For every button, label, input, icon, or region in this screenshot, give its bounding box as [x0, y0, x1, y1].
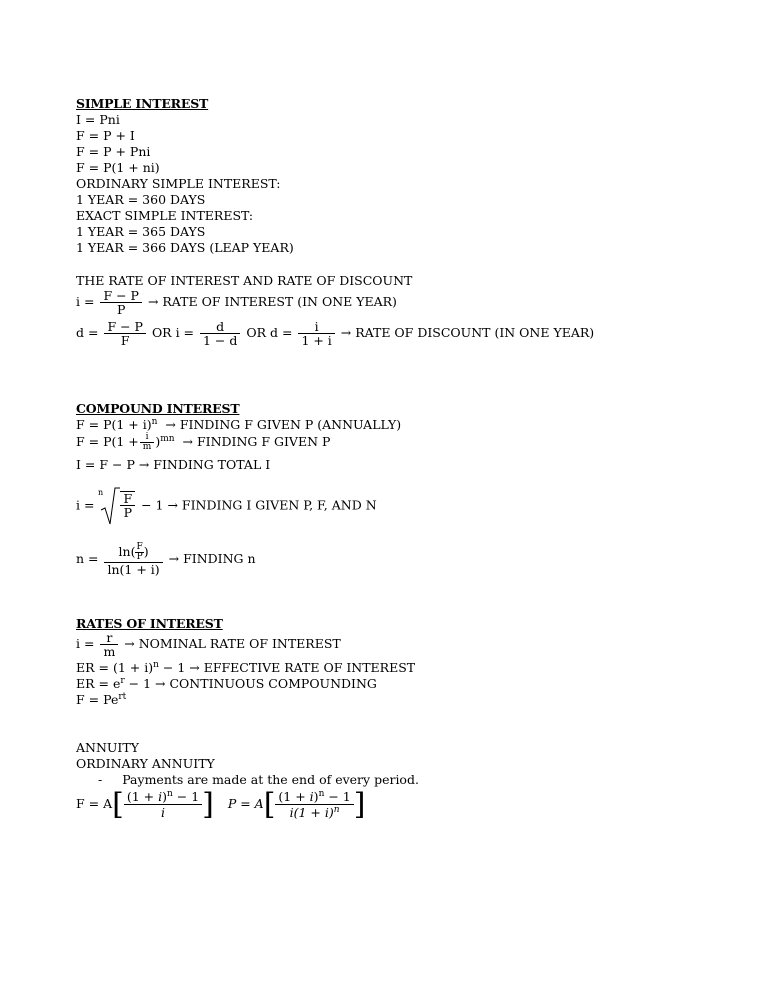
- si-line-4: F = P(1 + ni): [76, 160, 160, 175]
- annuity-p-fraction: [275, 789, 353, 820]
- ri-line-3: [76, 676, 377, 692]
- d2-fraction: [298, 320, 334, 347]
- ri-l1-desc: → NOMINAL RATE OF INTEREST: [124, 636, 341, 651]
- annuity-f-lhs: F = A: [76, 796, 113, 811]
- f-num-i: i: [158, 789, 163, 804]
- annuity-bullet: [98, 772, 419, 788]
- ci-l4-num: F: [123, 491, 133, 506]
- d-lhs: d =: [76, 325, 99, 340]
- bullet-text: Payments are made at the end of every period.: [122, 772, 419, 787]
- ci-l5-desc: → FINDING n: [168, 551, 256, 566]
- ri-l2-desc: − 1 → EFFECTIVE RATE OF INTEREST: [162, 660, 416, 675]
- ordinary-annuity-subheading: ORDINARY ANNUITY: [76, 756, 215, 771]
- i-lhs: i =: [76, 294, 95, 309]
- si-line-9: 1 YEAR = 366 DAYS (LEAP YEAR): [76, 240, 294, 255]
- or-d-text: OR d =: [246, 325, 293, 340]
- si-line-8: 1 YEAR = 365 DAYS: [76, 224, 206, 239]
- ri-l2-sup: n: [153, 659, 159, 670]
- p-den-pre: i(1 + i): [289, 805, 334, 820]
- d-numerator: F − P: [107, 319, 143, 334]
- ci-l1-sup: n: [151, 416, 158, 427]
- p-num-i: i: [309, 789, 314, 804]
- annuity-f-num: [124, 789, 202, 804]
- ri-l1-num: r: [106, 630, 113, 645]
- ri-line-1: [76, 631, 341, 658]
- ci-l2-desc: → FINDING F GIVEN P: [182, 434, 331, 449]
- ci-l1-pre: F = P(1 + i): [76, 417, 152, 432]
- p-num-tail: − 1: [324, 789, 351, 804]
- rate-discount-formula: [76, 320, 594, 347]
- ri-line-2: [76, 660, 415, 676]
- ci-l2-pre: F = P(1 +: [76, 434, 139, 449]
- rate-interest-formula: [76, 289, 397, 316]
- ri-l4-sup: rt: [118, 691, 127, 702]
- ci-l2-sup: mn: [160, 433, 175, 444]
- si-line-7: EXACT SIMPLE INTEREST:: [76, 208, 254, 223]
- ci-l5-den: ln(1 + i): [104, 562, 162, 576]
- i-denominator: P: [100, 302, 142, 316]
- ri-line-4: [76, 692, 126, 708]
- rates-of-interest-heading: RATES OF INTEREST: [76, 616, 223, 631]
- ci-line-2: [76, 433, 330, 452]
- f-over-p-num: F: [136, 542, 143, 552]
- ci-line-1: [76, 417, 401, 433]
- ri-l2-pre: ER = (1 + i): [76, 660, 154, 675]
- d-denominator: F: [104, 333, 146, 347]
- left-bracket-icon: [: [112, 786, 124, 822]
- p-den-sup: n: [333, 804, 340, 815]
- ci-l4-lhs: i =: [76, 497, 95, 513]
- ci-l4-post: − 1 → FINDING I GIVEN P, F, AND N: [141, 497, 377, 513]
- annuity-heading: ANNUITY: [76, 740, 139, 755]
- ci-l1-desc: → FINDING F GIVEN P (ANNUALLY): [165, 417, 402, 432]
- annuity-p-lhs: P = A: [227, 796, 264, 811]
- si-line-2: F = P + I: [76, 128, 135, 143]
- ci-l2-fraction: [140, 433, 155, 452]
- ci-l5-num: [104, 543, 162, 562]
- annuity-formulas: [76, 786, 366, 822]
- root-index: n: [98, 488, 104, 497]
- ci-l5-lhs: n =: [76, 551, 99, 566]
- ci-l5-fraction: [104, 543, 162, 576]
- ri-l1-den: m: [100, 644, 118, 658]
- f-num-tail: − 1: [172, 789, 200, 804]
- right-bracket-icon: ]: [353, 786, 366, 822]
- si-line-3: F = P + Pni: [76, 144, 151, 159]
- p-num-sup: n: [318, 788, 325, 799]
- ri-l4-pre: F = Pe: [76, 692, 119, 707]
- i2-fraction: [200, 320, 240, 347]
- annuity-p-num: [275, 789, 353, 804]
- ci-l2-num: i: [145, 432, 149, 442]
- f-num-sup: n: [166, 788, 173, 799]
- ci-l2-den: m: [140, 442, 155, 452]
- p-num-pre: (1 +: [278, 789, 310, 804]
- rates-discount-heading: THE RATE OF INTEREST AND RATE OF DISCOUNT: [76, 273, 413, 288]
- ci-l4-fraction: [120, 491, 135, 519]
- f-num-post: ): [162, 789, 167, 804]
- simple-interest-heading: SIMPLE INTEREST: [76, 96, 209, 111]
- annuity-p-den: [275, 804, 353, 820]
- i2-numerator: d: [216, 319, 225, 334]
- or-i-text: OR i =: [151, 325, 195, 340]
- d-description: → RATE OF DISCOUNT (IN ONE YEAR): [340, 325, 595, 340]
- d2-denominator: 1 + i: [298, 333, 334, 347]
- radical-sign-icon: [98, 486, 120, 526]
- f-num-pre: (1 +: [126, 789, 159, 804]
- i-fraction: [100, 289, 142, 316]
- compound-interest-heading: COMPOUND INTEREST: [76, 401, 240, 416]
- f-over-p-den: P: [136, 552, 143, 562]
- ci-line-4: [76, 486, 377, 526]
- ri-l3-desc: − 1 → CONTINUOUS COMPOUNDING: [128, 676, 377, 691]
- ri-l1-fraction: [100, 631, 118, 658]
- i-numerator: F − P: [103, 288, 139, 303]
- ri-l1-lhs: i =: [76, 636, 95, 651]
- p-num-post: ): [313, 789, 319, 804]
- right-bracket-icon: ]: [202, 786, 214, 822]
- ci-l2-post: ): [155, 434, 161, 449]
- d2-numerator: i: [314, 319, 319, 334]
- ri-l3-sup: r: [120, 675, 125, 686]
- ci-line-5: [76, 543, 256, 576]
- annuity-f-fraction: [124, 789, 202, 820]
- ri-l3-pre: ER = e: [76, 676, 121, 691]
- ln-close: ): [143, 544, 149, 559]
- nth-root: [98, 486, 137, 526]
- ci-line-3: I = F − P → FINDING TOTAL I: [76, 457, 271, 472]
- bullet-dash: -: [98, 772, 103, 787]
- si-line-6: 1 YEAR = 360 DAYS: [76, 192, 206, 207]
- left-bracket-icon: [: [263, 786, 276, 822]
- d-fraction: [104, 320, 146, 347]
- i2-denominator: 1 − d: [200, 333, 240, 347]
- f-over-p: [135, 543, 143, 562]
- si-line-5: ORDINARY SIMPLE INTEREST:: [76, 176, 281, 191]
- si-line-1: I = Pni: [76, 112, 120, 127]
- i-description: → RATE OF INTEREST (IN ONE YEAR): [147, 294, 397, 309]
- annuity-f-den: i: [124, 804, 202, 820]
- ci-l4-den: P: [120, 505, 135, 519]
- ln-open: ln(: [118, 544, 136, 559]
